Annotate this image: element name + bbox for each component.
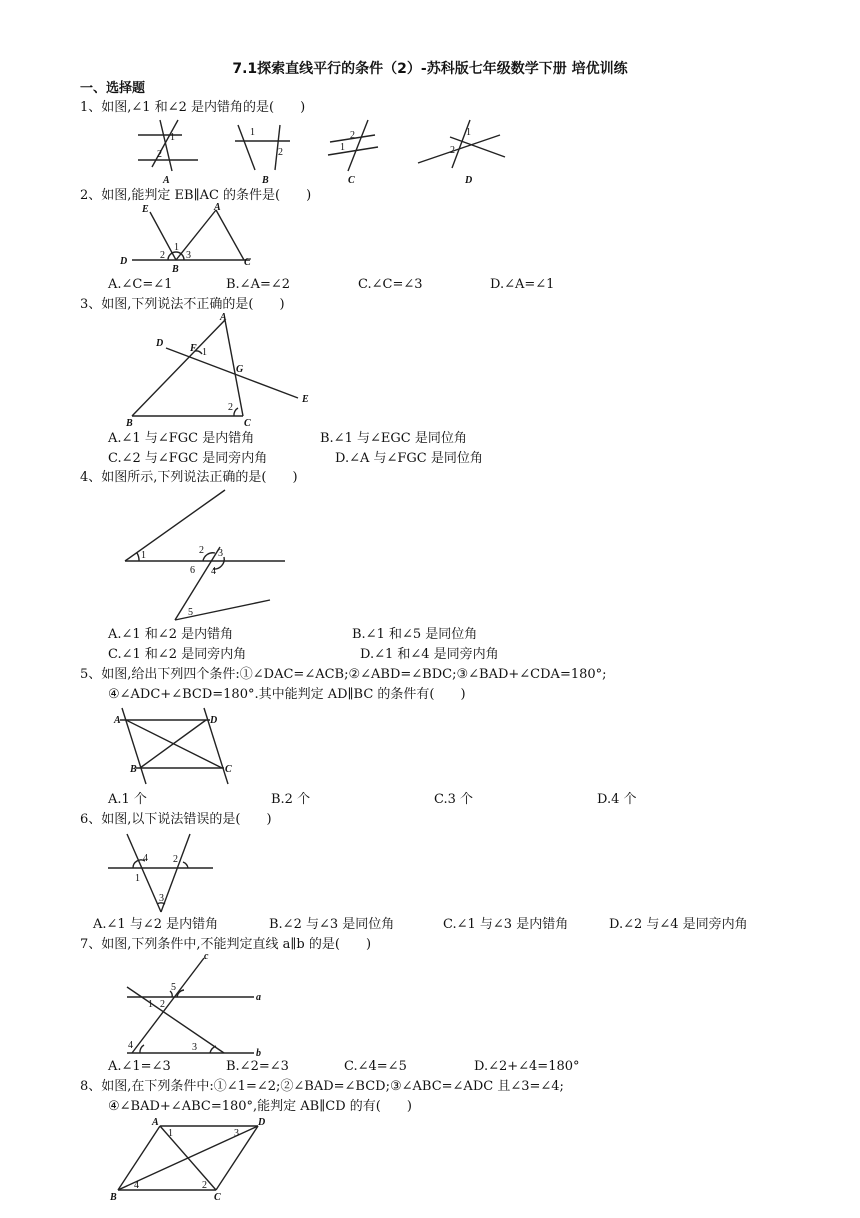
q5-option-d: D.4 个 bbox=[597, 792, 637, 807]
q3-figure bbox=[120, 310, 320, 430]
q2-stem: 2、如图,能判定 EB∥AC 的条件是( ) bbox=[80, 188, 312, 203]
q6-stem: 6、如图,以下说法错误的是( ) bbox=[80, 812, 272, 827]
q3-option-a: A.∠1 与∠FGC 是内错角 bbox=[108, 431, 255, 446]
q3-option-d: D.∠A 与∠FGC 是同位角 bbox=[335, 451, 483, 466]
q6-figure bbox=[105, 828, 215, 916]
q2-option-b: B.∠A=∠2 bbox=[226, 277, 291, 292]
svg-text:c: c bbox=[204, 951, 209, 962]
svg-text:2: 2 bbox=[160, 250, 165, 261]
svg-text:C: C bbox=[244, 418, 251, 429]
svg-text:2: 2 bbox=[160, 999, 165, 1010]
svg-text:1: 1 bbox=[250, 127, 255, 138]
svg-text:G: G bbox=[236, 364, 244, 375]
q7-option-c: C.∠4=∠5 bbox=[344, 1059, 407, 1074]
svg-text:2: 2 bbox=[173, 854, 178, 865]
q5-stem-continued: ④∠ADC+∠BCD=180°.其中能判定 AD∥BC 的条件有( ) bbox=[108, 687, 466, 702]
q3-option-b: B.∠1 与∠EGC 是同位角 bbox=[320, 431, 467, 446]
svg-text:C: C bbox=[244, 257, 251, 268]
q3-stem: 3、如图,下列说法不正确的是( ) bbox=[80, 297, 285, 312]
q4-figure bbox=[120, 485, 290, 625]
q7-stem: 7、如图,下列条件中,不能判定直线 a∥b 的是( ) bbox=[80, 937, 372, 952]
svg-text:5: 5 bbox=[171, 982, 176, 993]
q5-figure bbox=[112, 702, 242, 790]
svg-text:2: 2 bbox=[278, 147, 283, 158]
svg-text:B: B bbox=[110, 1192, 117, 1203]
svg-text:B: B bbox=[130, 764, 137, 775]
q7-figure bbox=[112, 951, 272, 1059]
svg-text:A: A bbox=[114, 715, 121, 726]
svg-text:1: 1 bbox=[340, 142, 345, 153]
q6-option-a: A.∠1 与∠2 是内错角 bbox=[93, 917, 219, 932]
q1-label-b: B bbox=[262, 175, 269, 186]
svg-text:D: D bbox=[258, 1117, 266, 1128]
q7-option-a: A.∠1=∠3 bbox=[108, 1059, 171, 1074]
svg-text:F: F bbox=[190, 343, 197, 354]
svg-text:1: 1 bbox=[174, 242, 179, 253]
svg-text:E: E bbox=[142, 204, 149, 215]
q5-option-b: B.2 个 bbox=[271, 792, 311, 807]
q6-option-c: C.∠1 与∠3 是内错角 bbox=[443, 917, 569, 932]
svg-text:b: b bbox=[256, 1048, 261, 1059]
svg-text:2: 2 bbox=[228, 402, 233, 413]
q4-option-a: A.∠1 和∠2 是内错角 bbox=[108, 627, 234, 642]
q5-stem: 5、如图,给出下列四个条件:①∠DAC=∠ACB;②∠ABD=∠BDC;③∠BAD+∠CDA=180°; bbox=[80, 667, 607, 682]
q1-label-d: D bbox=[465, 175, 473, 186]
svg-text:2: 2 bbox=[450, 145, 455, 156]
q2-option-d: D.∠A=∠1 bbox=[490, 277, 555, 292]
q4-option-b: B.∠1 和∠5 是同位角 bbox=[352, 627, 478, 642]
svg-text:5: 5 bbox=[188, 607, 193, 618]
q6-option-d: D.∠2 与∠4 是同旁内角 bbox=[609, 917, 748, 932]
q8-figure bbox=[108, 1114, 268, 1204]
svg-text:D: D bbox=[156, 338, 164, 349]
q8-stem: 8、如图,在下列条件中:①∠1=∠2;②∠BAD=∠BCD;③∠ABC=∠ADC 且∠3=∠4; bbox=[80, 1079, 564, 1094]
section-heading: 一、选择题 bbox=[80, 81, 146, 96]
q4-option-d: D.∠1 和∠4 是同旁内角 bbox=[360, 647, 499, 662]
svg-text:2: 2 bbox=[350, 130, 355, 141]
svg-text:A: A bbox=[152, 1117, 159, 1128]
svg-text:2: 2 bbox=[202, 1180, 207, 1191]
svg-text:3: 3 bbox=[192, 1042, 197, 1053]
svg-text:D: D bbox=[120, 256, 128, 267]
q5-option-a: A.1 个 bbox=[108, 792, 147, 807]
svg-text:3: 3 bbox=[218, 548, 223, 559]
svg-text:1: 1 bbox=[135, 873, 140, 884]
svg-text:C: C bbox=[214, 1192, 221, 1203]
q1-label-a: A bbox=[163, 175, 170, 186]
svg-text:a: a bbox=[256, 992, 261, 1003]
q2-option-a: A.∠C=∠1 bbox=[108, 277, 173, 292]
q4-option-c: C.∠1 和∠2 是同旁内角 bbox=[108, 647, 247, 662]
svg-text:4: 4 bbox=[211, 566, 216, 577]
svg-text:3: 3 bbox=[159, 893, 164, 904]
svg-text:A: A bbox=[214, 202, 221, 213]
q4-stem: 4、如图所示,下列说法正确的是( ) bbox=[80, 470, 298, 485]
svg-text:4: 4 bbox=[128, 1040, 133, 1051]
q1-stem: 1、如图,∠1 和∠2 是内错角的是( ) bbox=[80, 100, 306, 115]
svg-text:2: 2 bbox=[199, 545, 204, 556]
svg-text:3: 3 bbox=[186, 250, 191, 261]
q3-option-c: C.∠2 与∠FGC 是同旁内角 bbox=[108, 451, 268, 466]
svg-text:A: A bbox=[220, 312, 227, 323]
q2-option-c: C.∠C=∠3 bbox=[358, 277, 423, 292]
svg-text:1: 1 bbox=[141, 550, 146, 561]
q1-label-c: C bbox=[348, 175, 355, 186]
svg-text:1: 1 bbox=[148, 999, 153, 1010]
svg-text:1: 1 bbox=[202, 347, 207, 358]
q8-stem-continued: ④∠BAD+∠ABC=180°,能判定 AB∥CD 的有( ) bbox=[108, 1099, 412, 1114]
svg-text:1: 1 bbox=[168, 1128, 173, 1139]
q7-option-b: B.∠2=∠3 bbox=[226, 1059, 289, 1074]
q7-option-d: D.∠2+∠4=180° bbox=[474, 1059, 580, 1074]
svg-text:D: D bbox=[210, 715, 218, 726]
svg-text:4: 4 bbox=[143, 853, 148, 864]
q5-option-c: C.3 个 bbox=[434, 792, 474, 807]
svg-text:E: E bbox=[302, 394, 309, 405]
svg-text:C: C bbox=[225, 764, 232, 775]
svg-text:6: 6 bbox=[190, 565, 195, 576]
svg-text:2: 2 bbox=[157, 149, 162, 160]
q6-option-b: B.∠2 与∠3 是同位角 bbox=[269, 917, 395, 932]
svg-text:B: B bbox=[126, 418, 133, 429]
page-title: 7.1探索直线平行的条件（2）-苏科版七年级数学下册 培优训练 bbox=[232, 61, 628, 77]
svg-text:B: B bbox=[172, 264, 179, 275]
q2-figure bbox=[118, 200, 263, 275]
svg-text:1: 1 bbox=[466, 127, 471, 138]
q1-figure bbox=[130, 115, 520, 190]
svg-text:4: 4 bbox=[134, 1180, 139, 1191]
svg-text:1: 1 bbox=[170, 132, 175, 143]
svg-text:3: 3 bbox=[234, 1128, 239, 1139]
